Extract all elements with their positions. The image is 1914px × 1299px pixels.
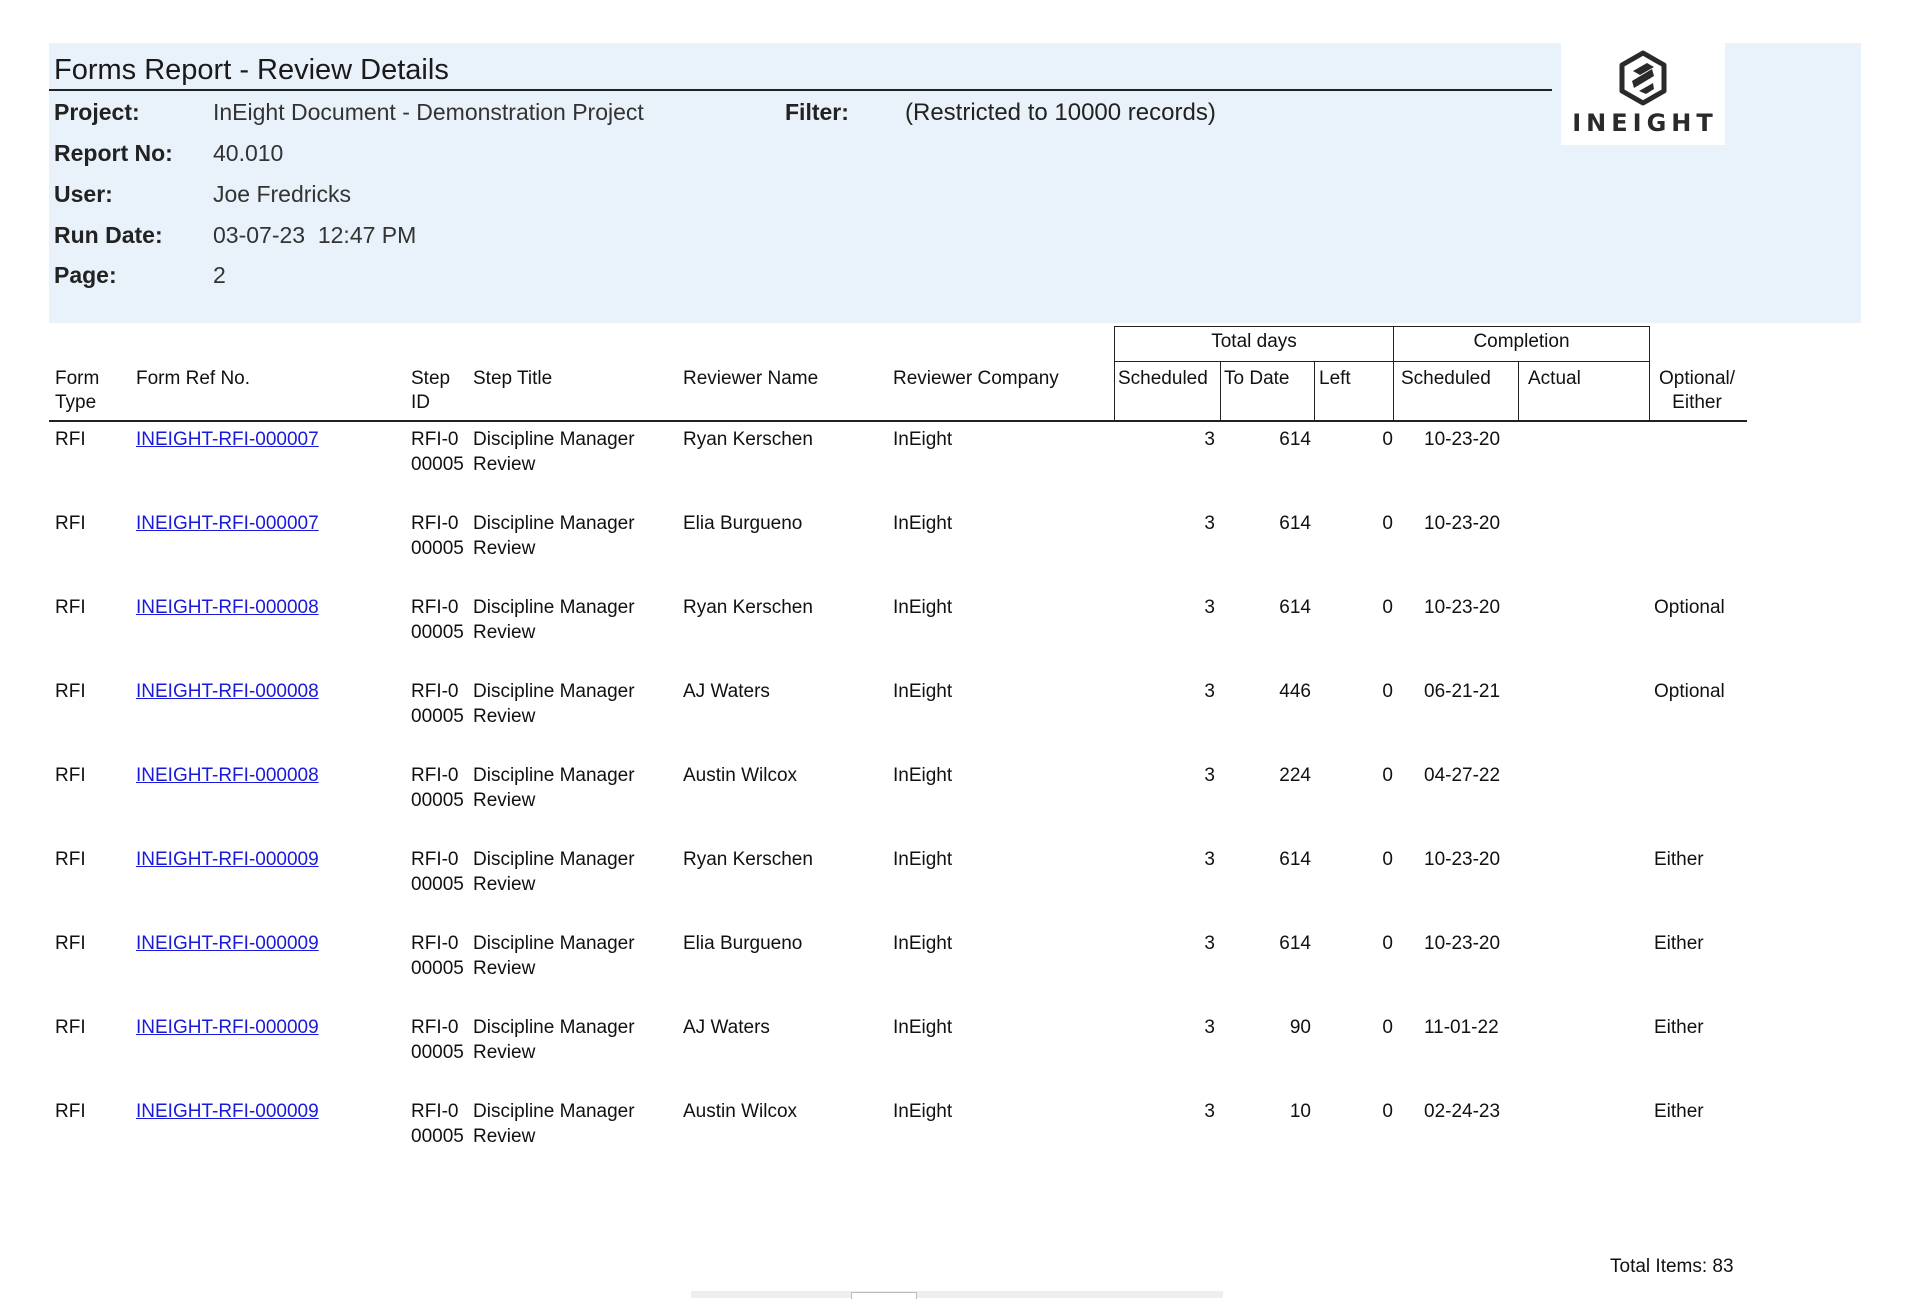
- cell-completion-scheduled: 04-27-22: [1424, 765, 1501, 786]
- header-completion-actual: Actual: [1528, 368, 1581, 389]
- cell-step-title: Discipline Manager Review: [473, 681, 635, 727]
- cell-step-id: RFI-000005: [411, 1017, 464, 1063]
- cell-step-title: Discipline Manager Review: [473, 849, 635, 895]
- header-rule: [49, 420, 1747, 422]
- table-row: [0, 931, 1914, 1014]
- cell-optional-either: Either: [1654, 849, 1704, 870]
- cell-step-title: Discipline Manager Review: [473, 1101, 635, 1147]
- cell-total-left: 0: [1382, 1101, 1393, 1122]
- company-logo: [1561, 43, 1725, 145]
- cell-total-to-date: 90: [1289, 1017, 1311, 1038]
- cell-total-to-date: 614: [1279, 429, 1311, 450]
- cell-form-ref-link[interactable]: INEIGHT-RFI-000009: [136, 1017, 319, 1038]
- cell-form-ref-link[interactable]: INEIGHT-RFI-000007: [136, 513, 319, 534]
- cell-form-type: RFI: [55, 933, 86, 954]
- table-row: [0, 511, 1914, 594]
- table-row: [0, 427, 1914, 510]
- header-step-title: Step Title: [473, 368, 553, 389]
- cell-reviewer-name: Elia Burgueno: [683, 513, 803, 534]
- cell-optional-either: Either: [1654, 1017, 1704, 1038]
- cell-total-scheduled: 3: [1204, 513, 1215, 534]
- cell-reviewer-company: InEight: [893, 681, 953, 702]
- report-no-value: 40.010: [213, 140, 284, 166]
- cell-total-scheduled: 3: [1204, 849, 1215, 870]
- header-form-ref-no: Form Ref No.: [136, 368, 251, 389]
- project-label: Project:: [54, 99, 140, 125]
- cell-form-ref-link[interactable]: INEIGHT-RFI-000009: [136, 1101, 319, 1122]
- cell-total-to-date: 10: [1289, 1101, 1311, 1122]
- cell-total-left: 0: [1382, 513, 1393, 534]
- cell-reviewer-name: Ryan Kerschen: [683, 429, 813, 450]
- cell-reviewer-name: Ryan Kerschen: [683, 849, 813, 870]
- cell-step-id: RFI-000005: [411, 933, 464, 979]
- cell-reviewer-company: InEight: [893, 849, 953, 870]
- cell-total-left: 0: [1382, 849, 1393, 870]
- cell-total-to-date: 446: [1279, 681, 1311, 702]
- title-divider: [49, 89, 1552, 91]
- page-label: Page:: [54, 262, 117, 288]
- cell-reviewer-name: Austin Wilcox: [683, 1101, 798, 1122]
- cell-reviewer-name: AJ Waters: [683, 681, 770, 702]
- filter-label: Filter:: [785, 99, 849, 125]
- cell-total-left: 0: [1382, 597, 1393, 618]
- cell-completion-scheduled: 10-23-20: [1424, 933, 1501, 954]
- cell-optional-either: Optional: [1654, 681, 1725, 702]
- cell-total-left: 0: [1382, 765, 1393, 786]
- run-date-label: Run Date:: [54, 222, 163, 248]
- cell-form-type: RFI: [55, 681, 86, 702]
- header-completion-scheduled: Scheduled: [1401, 368, 1491, 389]
- cell-reviewer-company: InEight: [893, 1017, 953, 1038]
- cell-step-id: RFI-000005: [411, 429, 464, 475]
- cell-reviewer-company: InEight: [893, 765, 953, 786]
- cell-step-title: Discipline Manager Review: [473, 597, 635, 643]
- cell-step-id: RFI-000005: [411, 849, 464, 895]
- page-scrollbar[interactable]: [691, 1291, 1223, 1298]
- cell-optional-either: Optional: [1654, 597, 1725, 618]
- cell-total-left: 0: [1382, 1017, 1393, 1038]
- cell-completion-scheduled: 10-23-20: [1424, 849, 1501, 870]
- cell-total-scheduled: 3: [1204, 765, 1215, 786]
- cell-total-to-date: 614: [1279, 849, 1311, 870]
- cell-completion-scheduled: 10-23-20: [1424, 597, 1501, 618]
- cell-step-title: Discipline Manager Review: [473, 429, 635, 475]
- cell-total-scheduled: 3: [1204, 681, 1215, 702]
- header-total-scheduled: Scheduled: [1118, 368, 1208, 389]
- cell-reviewer-name: Austin Wilcox: [683, 765, 798, 786]
- cell-form-type: RFI: [55, 765, 86, 786]
- header-reviewer-company: Reviewer Company: [893, 368, 1059, 389]
- cell-step-title: Discipline Manager Review: [473, 513, 635, 559]
- page-value: 2: [213, 262, 226, 288]
- cell-reviewer-name: Elia Burgueno: [683, 933, 803, 954]
- report-no-label: Report No:: [54, 140, 173, 166]
- header-reviewer-name: Reviewer Name: [683, 368, 819, 389]
- total-items: Total Items: 83: [1610, 1256, 1734, 1277]
- cell-form-type: RFI: [55, 429, 86, 450]
- cell-completion-scheduled: 02-24-23: [1424, 1101, 1501, 1122]
- header-total-left: Left: [1319, 368, 1351, 389]
- table-row: [0, 847, 1914, 930]
- cell-total-to-date: 224: [1279, 765, 1311, 786]
- cell-form-ref-link[interactable]: INEIGHT-RFI-000009: [136, 933, 319, 954]
- cell-form-ref-link[interactable]: INEIGHT-RFI-000008: [136, 765, 319, 786]
- report-title: Forms Report - Review Details: [54, 54, 449, 86]
- cell-optional-either: Either: [1654, 933, 1704, 954]
- cell-total-scheduled: 3: [1204, 429, 1215, 450]
- cell-form-ref-link[interactable]: INEIGHT-RFI-000008: [136, 681, 319, 702]
- cell-form-type: RFI: [55, 849, 86, 870]
- cell-step-title: Discipline Manager Review: [473, 1017, 635, 1063]
- cell-total-to-date: 614: [1279, 597, 1311, 618]
- cell-completion-scheduled: 10-23-20: [1424, 513, 1501, 534]
- cell-reviewer-name: AJ Waters: [683, 1017, 770, 1038]
- cell-form-ref-link[interactable]: INEIGHT-RFI-000009: [136, 849, 319, 870]
- total-days-group-title: Total days: [1211, 331, 1297, 352]
- cell-form-ref-link[interactable]: INEIGHT-RFI-000007: [136, 429, 319, 450]
- user-value: Joe Fredricks: [213, 181, 352, 207]
- logo-wordmark: INEIGHT: [1572, 109, 1718, 137]
- user-label: User:: [54, 181, 113, 207]
- cell-step-id: RFI-000005: [411, 765, 464, 811]
- cell-completion-scheduled: 06-21-21: [1424, 681, 1501, 702]
- cell-total-scheduled: 3: [1204, 597, 1215, 618]
- cell-form-type: RFI: [55, 513, 86, 534]
- table-row: [0, 679, 1914, 762]
- ineight-logo-icon: [1614, 49, 1672, 107]
- cell-step-id: RFI-000005: [411, 597, 464, 643]
- cell-reviewer-company: InEight: [893, 933, 953, 954]
- cell-reviewer-company: InEight: [893, 597, 953, 618]
- cell-completion-scheduled: 10-23-20: [1424, 429, 1501, 450]
- table-row: [0, 595, 1914, 678]
- header-optional-either: Optional/ Either: [1658, 368, 1736, 413]
- cell-total-scheduled: 3: [1204, 1017, 1215, 1038]
- cell-total-left: 0: [1382, 681, 1393, 702]
- cell-completion-scheduled: 11-01-22: [1424, 1017, 1499, 1038]
- cell-step-title: Discipline Manager Review: [473, 765, 635, 811]
- cell-total-to-date: 614: [1279, 933, 1311, 954]
- cell-optional-either: Either: [1654, 1101, 1704, 1122]
- cell-form-type: RFI: [55, 1017, 86, 1038]
- cell-step-id: RFI-000005: [411, 681, 464, 727]
- header-form-type: Form Type: [55, 368, 100, 413]
- cell-reviewer-company: InEight: [893, 1101, 953, 1122]
- cell-form-ref-link[interactable]: INEIGHT-RFI-000008: [136, 597, 319, 618]
- cell-step-title: Discipline Manager Review: [473, 933, 635, 979]
- cell-form-type: RFI: [55, 597, 86, 618]
- cell-total-left: 0: [1382, 429, 1393, 450]
- cell-step-id: RFI-000005: [411, 513, 464, 559]
- header-step-id: Step ID: [411, 368, 451, 413]
- completion-group-title: Completion: [1473, 331, 1570, 352]
- cell-reviewer-company: InEight: [893, 429, 953, 450]
- cell-total-to-date: 614: [1279, 513, 1311, 534]
- cell-reviewer-company: InEight: [893, 513, 953, 534]
- filter-value: (Restricted to 10000 records): [905, 99, 1216, 126]
- cell-total-scheduled: 3: [1204, 1101, 1215, 1122]
- cell-form-type: RFI: [55, 1101, 86, 1122]
- cell-total-left: 0: [1382, 933, 1393, 954]
- table-row: [0, 1099, 1914, 1182]
- project-value: InEight Document - Demonstration Project: [213, 99, 644, 125]
- table-row: [0, 763, 1914, 846]
- cell-total-scheduled: 3: [1204, 933, 1215, 954]
- table-row: [0, 1015, 1914, 1098]
- cell-step-id: RFI-000005: [411, 1101, 464, 1147]
- header-total-to-date: To Date: [1224, 368, 1290, 389]
- cell-reviewer-name: Ryan Kerschen: [683, 597, 813, 618]
- run-date-value: 03-07-23 12:47 PM: [213, 222, 417, 248]
